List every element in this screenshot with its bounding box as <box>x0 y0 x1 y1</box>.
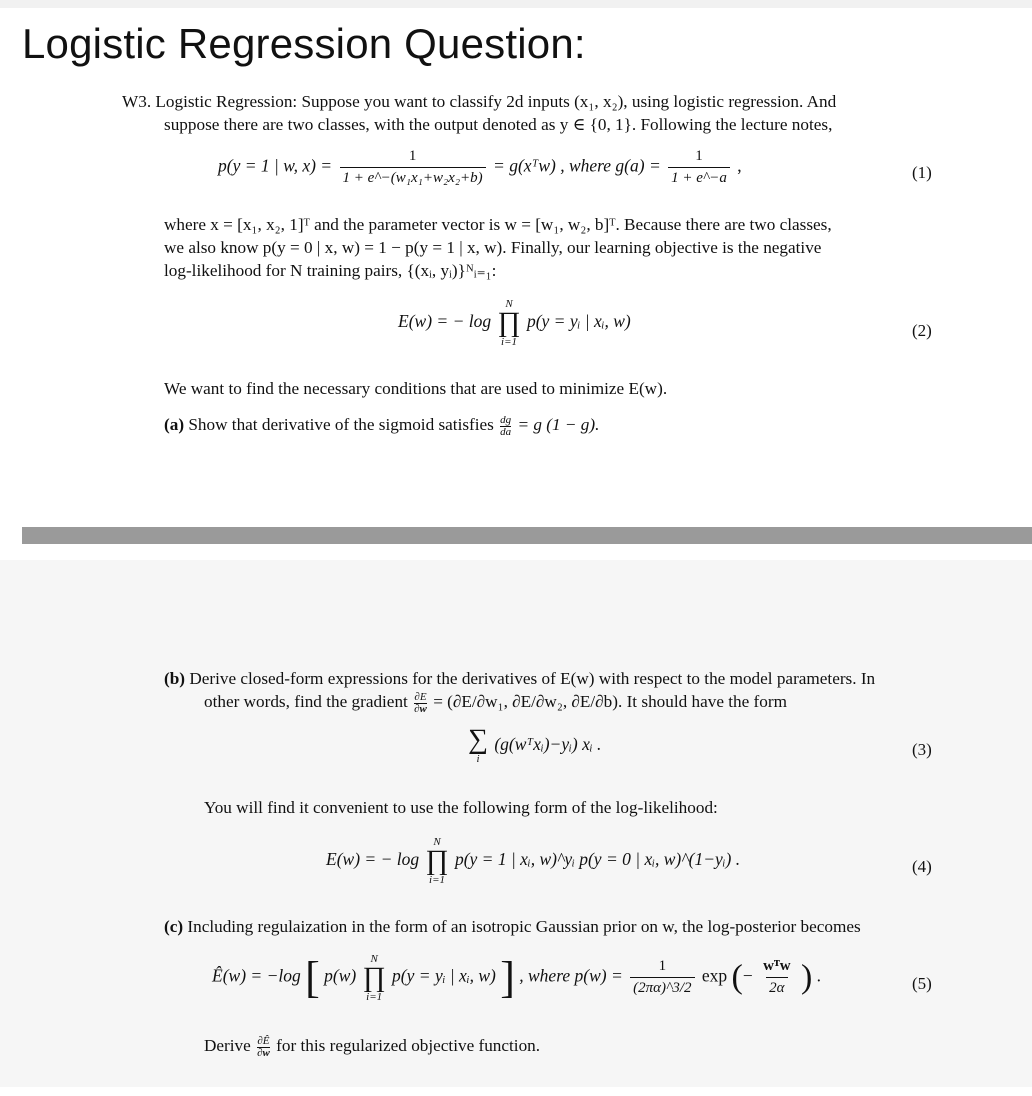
page-title: Logistic Regression Question: <box>22 20 586 67</box>
eq2-lhs: E(w) = − log <box>398 311 492 332</box>
part-c-text: Including regulaization in the form of an isotropic Gaussian prior on w, the log-posterior becomes <box>187 917 861 936</box>
eq1-sigmoid-fraction <box>668 148 730 187</box>
derive-den: ∂w <box>257 1046 270 1059</box>
definitions <box>164 213 954 282</box>
derive-fraction <box>257 1036 270 1059</box>
eq1-fraction <box>340 148 486 187</box>
gradient-den: ∂w <box>414 702 427 715</box>
eq5-prior-denominator: (2πα)^3/2 <box>630 977 694 997</box>
equation-1-number: (1) <box>912 163 932 182</box>
eq1-tail: , <box>737 155 742 176</box>
eq4-upper-limit: N <box>433 836 441 848</box>
sum-symbol: ∑ <box>468 724 488 755</box>
equation-1 <box>218 148 742 187</box>
eq5-exp-fraction <box>760 958 793 997</box>
eq5-lower-limit: i=1 <box>366 990 383 1003</box>
eq1-denominator: 1 + e^−(w₁x₁+w₂x₂+b) <box>340 167 486 187</box>
part-b-line-2b: = (∂E/∂w₁, ∂E/∂w₂, ∂E/∂b). It should have the form <box>433 692 787 711</box>
eq1-lhs: p(y = 1 | w, x) = <box>218 155 333 176</box>
equation-4-number: (4) <box>912 857 932 876</box>
eq5-exp: exp <box>701 965 728 986</box>
equation-4 <box>326 836 740 886</box>
eq4-lower-limit: i=1 <box>429 874 446 886</box>
part-b-label: (b) <box>164 669 186 688</box>
left-paren: ( <box>731 958 743 996</box>
page-divider <box>22 527 1032 544</box>
problem-intro <box>122 90 952 136</box>
eq3-lower-limit: i <box>476 753 480 765</box>
goal-text: We want to find the necessary conditions that are used to minimize E(w). <box>164 379 668 398</box>
eq1-numerator: 1 <box>408 148 417 164</box>
def-line-1: where x = [x₁, x₂, 1]ᵀ and the parameter vector is w = [w₁, w₂, b]ᵀ. Because there are two classes, <box>164 215 832 234</box>
product-symbol: ∏ <box>497 307 521 338</box>
eq5-inner-b: p(y = yᵢ | xᵢ, w) <box>392 965 496 986</box>
eq4-product <box>426 836 449 886</box>
equation-2-number: (2) <box>912 321 932 340</box>
eq5-middle: , where p(w) = <box>519 965 623 986</box>
part-a <box>164 413 599 438</box>
eq5-upper-limit: N <box>370 952 378 965</box>
part-a-tail: = g (1 − g). <box>517 415 600 434</box>
product-symbol: ∏ <box>362 961 386 993</box>
def-line-3: log-likelihood for N training pairs, {(xᵢ, yᵢ)}ᴺᵢ₌₁: <box>164 261 497 280</box>
document-page-2 <box>0 560 1032 1087</box>
derive-num: ∂Ê <box>257 1034 270 1047</box>
equation-5-number: (5) <box>912 974 932 993</box>
eq5-inner-a: p(w) <box>324 965 357 986</box>
derive-b: for this regularized objective function. <box>276 1036 541 1055</box>
eq5-prior-fraction <box>630 958 694 997</box>
left-bracket: [ <box>305 953 320 1002</box>
part-a-label: (a) <box>164 415 185 434</box>
equation-2 <box>398 298 631 348</box>
eq5-prior-numerator: 1 <box>658 958 667 974</box>
intro-line-1: W3. Logistic Regression: Suppose you want to classify 2d inputs (x₁, x₂), using logistic regression. And <box>122 92 837 111</box>
eq5-product <box>363 953 386 1003</box>
eq4-rhs: p(y = 1 | xᵢ, w)^yᵢ p(y = 0 | xᵢ, w)^(1−yᵢ) . <box>454 849 741 870</box>
eq3-sum <box>468 724 488 765</box>
equation-5: Ê(w) = −log [ p(w) N ∏ i=1 p(y = yᵢ | xᵢ, w) ] , where p(w) = $\frac{1}{(2\pi\alpha)\^{}3/2}$ exp (− $\frac{\text{wᵀw}}{2\alpha}$ ) . <box>212 952 822 1003</box>
eq2-upper-limit: N <box>505 298 513 310</box>
part-a-derivative <box>500 415 511 438</box>
document-page-1 <box>0 80 1032 520</box>
eq5-exp-numerator: wᵀw <box>763 958 791 974</box>
part-b-text: Derive closed-form expressions for the derivatives of E(w) with respect to the model parameters. In <box>189 669 876 688</box>
eq5-tail: . <box>816 965 822 986</box>
part-a-derivative-den: da <box>500 425 512 438</box>
part-b-line-2 <box>164 690 954 715</box>
top-bar <box>0 0 1032 8</box>
part-b <box>164 667 954 715</box>
derive-a: Derive <box>204 1036 251 1055</box>
eq5-exp-denominator: 2α <box>766 977 787 997</box>
convenient-text: You will find it convenient to use the following form of the log-likelihood: <box>204 798 718 817</box>
right-bracket: ] <box>500 953 515 1002</box>
part-b-line-2a: other words, find the gradient <box>204 692 408 711</box>
part-b-line-1 <box>164 667 954 690</box>
eq2-lower-limit: i=1 <box>501 336 518 348</box>
part-a-derivative-num: dg <box>500 413 512 426</box>
part-c-label: (c) <box>164 917 184 936</box>
eq2-rhs: p(y = yᵢ | xᵢ, w) <box>526 311 631 332</box>
equation-3 <box>466 724 602 765</box>
intro-line-2: suppose there are two classes, with the output denoted as y ∈ {0, 1}. Following the lecture notes, <box>164 115 833 134</box>
derive-text <box>204 1034 540 1059</box>
product-symbol: ∏ <box>425 845 449 876</box>
eq1-sigmoid-denominator: 1 + e^−a <box>668 167 730 187</box>
eq2-product <box>498 298 521 348</box>
gradient-fraction <box>414 692 427 715</box>
eq1-middle: = g(xᵀw) , where g(a) = <box>493 155 661 176</box>
eq3-rhs: (g(wᵀxᵢ)−yᵢ) xᵢ . <box>494 734 602 755</box>
equation-3-number: (3) <box>912 740 932 759</box>
gradient-num: ∂E <box>414 690 427 703</box>
eq5-lhs: Ê(w) = −log <box>212 965 301 986</box>
right-paren: ) <box>800 958 813 996</box>
eq1-sigmoid-numerator: 1 <box>695 148 703 164</box>
part-c <box>164 915 861 938</box>
part-a-text: Show that derivative of the sigmoid satisfies <box>188 415 494 434</box>
eq4-lhs: E(w) = − log <box>326 849 420 870</box>
def-line-2: we also know p(y = 0 | x, w) = 1 − p(y = 1 | x, w). Finally, our learning objective is the negative <box>164 238 822 257</box>
